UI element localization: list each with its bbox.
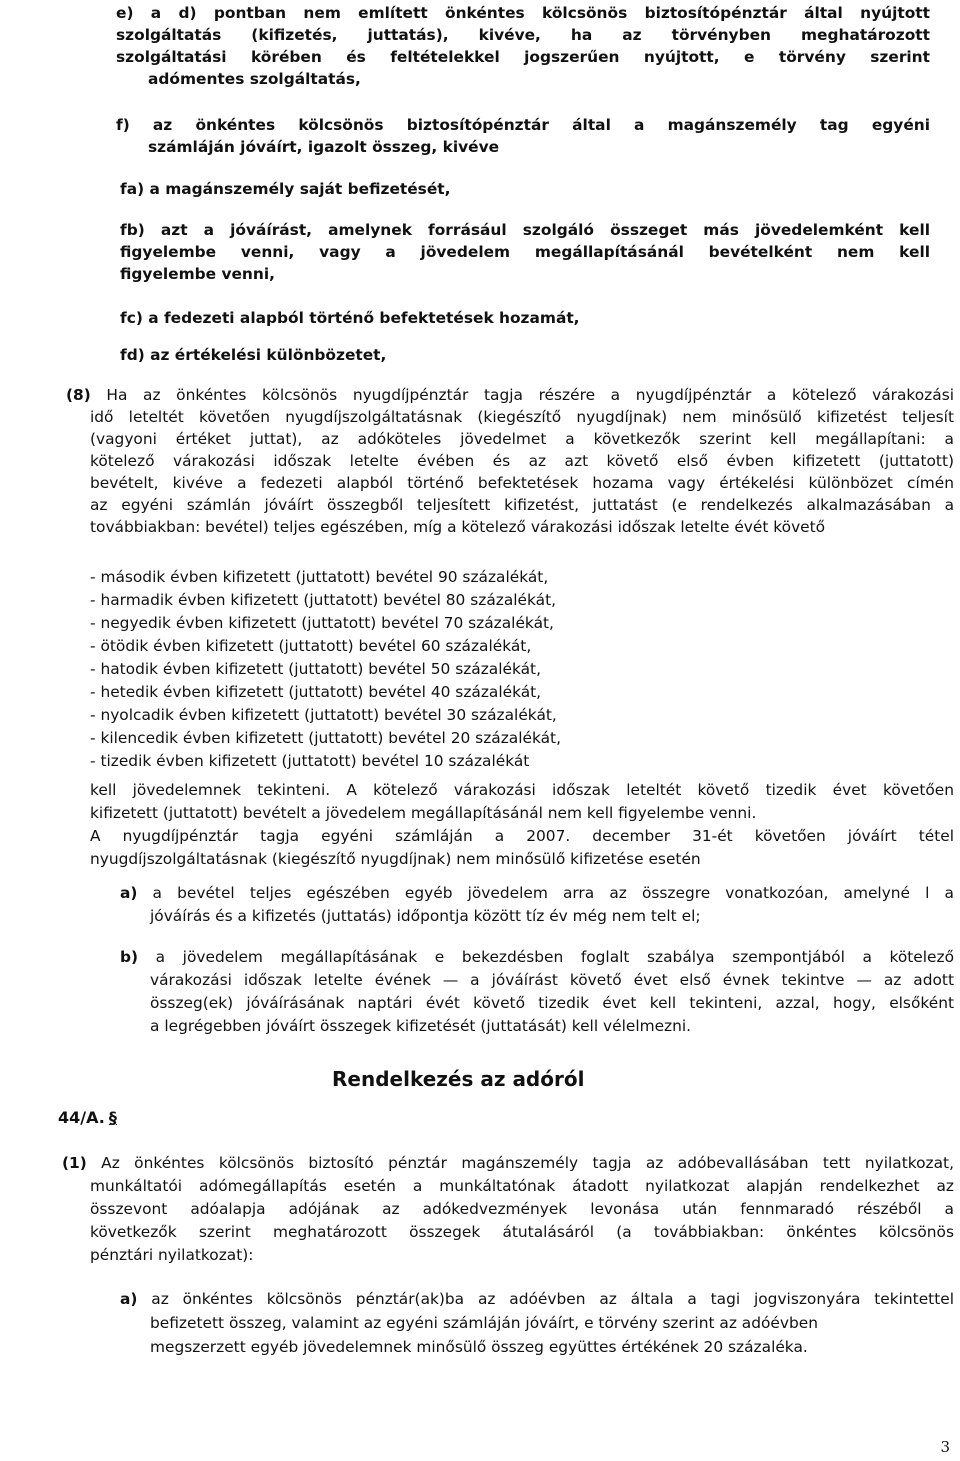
subpoint-b-text: a jövedelem megállapításának e bekezdésben foglalt szabálya szempontjából a kötelező: [155, 948, 954, 966]
paragraph-1-line: összevont adóalapja adójának az adókedvezmények levonása után fennmaradó részéből a: [90, 1200, 954, 1218]
paragraph-1: [62, 1152, 954, 1174]
after-list-text: [90, 779, 954, 871]
item-e-line: adómentes szolgáltatás,: [148, 70, 361, 88]
subpoint-a-text: a bevétel teljes egészében egyéb jövedelem arra az összegre vonatkozóan, amelyné l a: [152, 884, 954, 902]
item-fd: [120, 344, 930, 366]
paragraph-1-label: (1): [62, 1154, 87, 1172]
item-fd-line: fd) az értékelési különbözetet,: [120, 346, 387, 364]
subpoint-b-line: a legrégebben jóváírt összegek kifizetését (juttatását) kell vélelmezni.: [150, 1017, 692, 1035]
item-fb-line: fb) azt a jóváírást, amelynek forrásául szolgáló összeget más jövedelemként kell: [120, 221, 930, 239]
list-item: - harmadik évben kifizetett (juttatott) bevétel 80 százalékát,: [90, 591, 557, 609]
paragraph-1-line: pénztári nyilatkozat):: [90, 1246, 254, 1264]
subpoint-a-label: a): [120, 884, 138, 902]
subpoint-b: [120, 946, 954, 968]
item-fb-line: figyelembe venni,: [120, 265, 275, 283]
section-number-text: 44/A.: [58, 1108, 105, 1127]
subpoint-a-body: [150, 905, 954, 927]
subpoint-a-line: jóváírás és a kifizetés (juttatás) időpontja között tíz év még nem telt el;: [150, 907, 701, 925]
item-fa: [120, 178, 930, 200]
paragraph-1-line: munkáltatói adómegállapítás esetén a munkáltatónak átadott nyilatkozat alapján rendelkezhet az: [90, 1177, 954, 1195]
item-f-line: számláján jóváírt, igazolt összeg, kivéve: [148, 138, 500, 156]
list-item: - hatodik évben kifizetett (juttatott) bevétel 50 százalékát,: [90, 660, 541, 678]
paragraph-1-point-a-line: befizetett összeg, valamint az egyéni számláján jóváírt, e törvény szerint az adóévben: [150, 1314, 818, 1332]
percentage-list: [90, 566, 954, 773]
subpoint-b-line: várakozási időszak letelte évének — a jóváírást követő évet első évnek tekintve — az adott: [150, 971, 954, 989]
item-f-line: f) az önkéntes kölcsönös biztosítópénztár által a magánszemély tag egyéni: [116, 116, 930, 134]
item-fc: [120, 307, 930, 329]
after-list-line: nyugdíjszolgáltatásnak (kiegészítő nyugdíjnak) nem minősülő kifizetése esetén: [90, 850, 701, 868]
paragraph-1-point-a-first-line: [120, 1288, 954, 1310]
list-item: - ötödik évben kifizetett (juttatott) bevétel 60 százalékát,: [90, 637, 532, 655]
paragraph-1-point-a: [120, 1288, 954, 1310]
list-item: - második évben kifizetett (juttatott) bevétel 90 százalékát,: [90, 568, 549, 586]
subpoint-a-first-line: [120, 882, 954, 904]
item-fa-line: fa) a magánszemély saját befizetését,: [120, 180, 451, 198]
paragraph-1-point-a-line: megszerzett egyéb jövedelemnek minősülő összeg együttes értékének 20 százaléka.: [150, 1338, 808, 1356]
after-list-line: A nyugdíjpénztár tagja egyéni számláján a 2007. december 31-ét követően jóváírt tétel: [90, 827, 954, 845]
subpoint-b-line: összeg(ek) jóváírásának naptári évét követő tizedik évet kell tekinteni, azzal, hogy, elsőként: [150, 994, 954, 1012]
item-e-line: e) a d) pontban nem említett önkéntes kölcsönös biztosítópénztár által nyújtott: [116, 4, 930, 22]
after-list-line: kell jövedelemnek tekinteni. A kötelező várakozási időszak leteltét követő tizedik évet követően: [90, 781, 954, 799]
page-number: 3: [940, 1438, 950, 1456]
paragraph-1-first-line: [62, 1152, 954, 1174]
list-item: - kilencedik évben kifizetett (juttatott) bevétel 20 százalékát,: [90, 729, 561, 747]
paragraph-1-body: [90, 1175, 954, 1267]
item-e-line: szolgáltatás (kifizetés, juttatás), kivéve, ha az törvényben meghatározott: [116, 26, 930, 44]
paragraph-8-line: az egyéni számlán jóváírt összegből teljesített kifizetést, juttatást (e rendelkezés alkalmazásában a: [90, 496, 954, 514]
paragraph-1-point-a-body: [150, 1311, 954, 1359]
list-item: - hetedik évben kifizetett (juttatott) bevétel 40 százalékát,: [90, 683, 542, 701]
paragraph-8-line: kötelező várakozási időszak letelte évében és az azt követő első évben kifizetett (juttatott): [90, 452, 954, 470]
item-fb: [120, 219, 930, 285]
list-item: - tizedik évben kifizetett (juttatott) bevétel 10 százalékát: [90, 752, 530, 770]
subpoint-a: [120, 882, 954, 904]
section-number: [58, 1108, 117, 1127]
paragraph-8-line: továbbiakban: bevétel) teljes egészében, míg a kötelező várakozási időszak letelte évét követő: [90, 518, 826, 536]
list-item: - nyolcadik évben kifizetett (juttatott) bevétel 30 százalékát,: [90, 706, 557, 724]
item-e-line: szolgáltatási körében és feltételekkel jogszerűen nyújtott, e törvény szerint: [116, 48, 930, 66]
paragraph-8-body: [90, 406, 954, 538]
paragraph-1-line: következők szerint meghatározott összegek átutalásáról (a továbbiakban: önkéntes kölcsönös: [90, 1223, 954, 1241]
item-f: [116, 114, 930, 158]
paragraph-8-first-line: [66, 384, 954, 406]
item-e: [116, 2, 930, 90]
after-list-line: kifizetett (juttatott) bevételt a jövedelem megállapításánál nem kell figyelembe venni.: [90, 804, 757, 822]
paragraph-8-line: (vagyoni értéket juttat), az adóköteles jövedelmet a következők szerint kell megállapítani: a: [90, 430, 954, 448]
paragraph-1-point-a-text: az önkéntes kölcsönös pénztár(ak)ba az adóévben az általa a tagi jogviszonyára tekintettel: [151, 1290, 954, 1308]
paragraph-1-text: Az önkéntes kölcsönös biztosító pénztár magánszemély tagja az adóbevallásában tett nyilatkozat,: [101, 1154, 954, 1172]
paragraph-8-label: (8): [66, 386, 91, 404]
section-heading: Rendelkezés az adóról: [332, 1067, 585, 1091]
list-item: - negyedik évben kifizetett (juttatott) bevétel 70 százalékát,: [90, 614, 554, 632]
paragraph-8-line: idő leteltét követően nyugdíjszolgáltatásnak (kiegészítő nyugdíjnak) nem minősülő kifizetést teljesít: [90, 408, 954, 426]
item-fc-line: fc) a fedezeti alapból történő befektetések hozamát,: [120, 309, 580, 327]
section-sign: §: [108, 1108, 117, 1127]
paragraph-8-text: Ha az önkéntes kölcsönös nyugdíjpénztár tagja részére a nyugdíjpénztár a kötelező várakozási: [106, 386, 954, 404]
paragraph-8-line: bevételt, kivéve a fedezeti alapból történő befektetések hozama vagy értékelési különbözet címén: [90, 474, 954, 492]
subpoint-b-first-line: [120, 946, 954, 968]
subpoint-b-body: [150, 969, 954, 1038]
paragraph-1-point-a-label: a): [120, 1290, 138, 1308]
item-fb-line: figyelembe venni, vagy a jövedelem megállapításánál bevételként nem kell: [120, 243, 930, 261]
subpoint-b-label: b): [120, 948, 139, 966]
paragraph-8: [66, 384, 954, 406]
